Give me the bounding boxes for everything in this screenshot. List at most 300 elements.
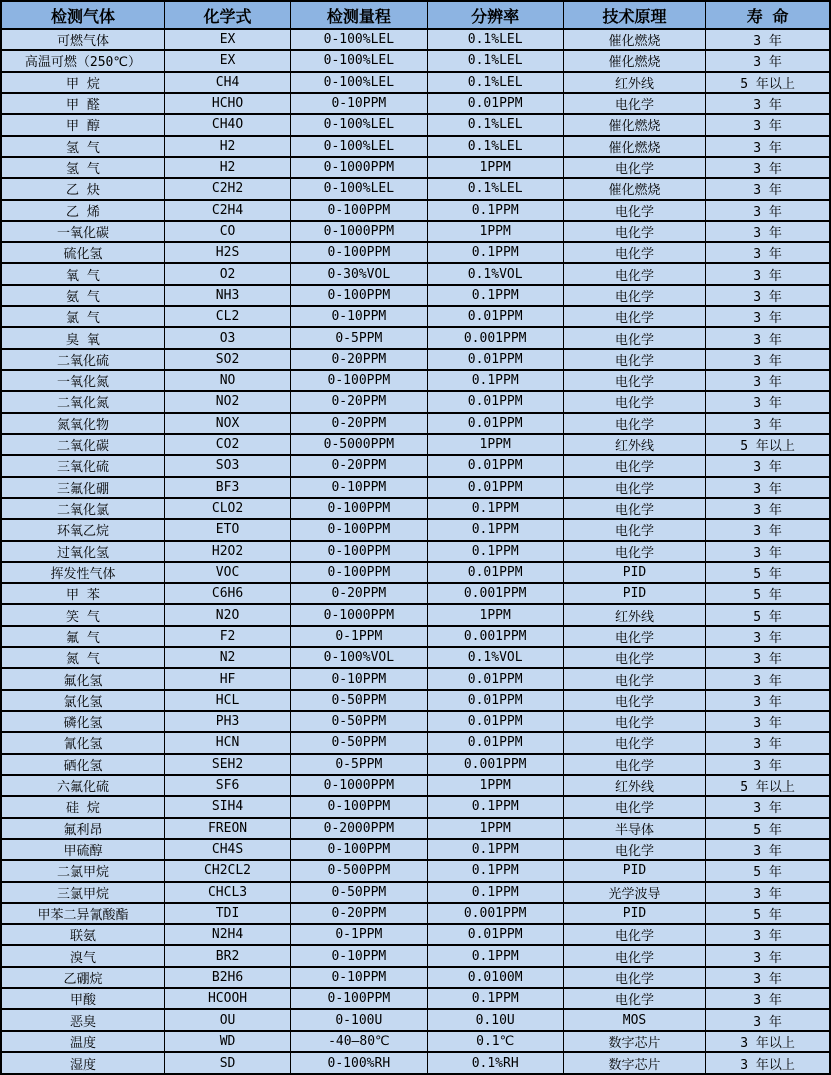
cell-gas-name: 过氧化氢 (1, 541, 164, 562)
cell-principle: PID (563, 583, 705, 604)
cell-gas-name: 氰化氢 (1, 732, 164, 753)
cell-formula: SEH2 (164, 754, 290, 775)
cell-principle: 电化学 (563, 285, 705, 306)
cell-formula: HCHO (164, 93, 290, 114)
cell-principle: 催化燃烧 (563, 50, 705, 71)
table-row (1, 562, 830, 583)
cell-resolution: 0.1PPM (427, 285, 563, 306)
cell-gas-name: 氟利昂 (1, 818, 164, 839)
cell-principle: 电化学 (563, 455, 705, 476)
table-row (1, 796, 830, 817)
column-header-gas: 检测气体 (1, 1, 164, 29)
cell-formula: EX (164, 50, 290, 71)
cell-gas-name: 氨 气 (1, 285, 164, 306)
cell-lifespan: 3 年 (706, 711, 830, 732)
cell-principle: 电化学 (563, 839, 705, 860)
cell-lifespan: 3 年 (706, 967, 830, 988)
cell-gas-name: 三氧化硫 (1, 455, 164, 476)
cell-resolution: 0.1PPM (427, 988, 563, 1009)
table-row (1, 668, 830, 689)
cell-range: 0-100%LEL (291, 29, 427, 50)
cell-principle: 数字芯片 (563, 1031, 705, 1052)
cell-range: 0-1000PPM (291, 157, 427, 178)
cell-lifespan: 3 年 (706, 136, 830, 157)
cell-gas-name: 甲 醛 (1, 93, 164, 114)
cell-lifespan: 3 年 (706, 349, 830, 370)
cell-gas-name: 温度 (1, 1031, 164, 1052)
cell-resolution: 1PPM (427, 221, 563, 242)
cell-principle: 电化学 (563, 391, 705, 412)
table-row (1, 498, 830, 519)
cell-principle: 催化燃烧 (563, 29, 705, 50)
column-header-resolution: 分辨率 (427, 1, 563, 29)
cell-range: 0-100U (291, 1009, 427, 1030)
cell-range: 0-100%RH (291, 1052, 427, 1074)
cell-resolution: 0.001PPM (427, 754, 563, 775)
cell-principle: 电化学 (563, 263, 705, 284)
table-row (1, 477, 830, 498)
cell-formula: BF3 (164, 477, 290, 498)
cell-gas-name: 联氨 (1, 924, 164, 945)
cell-gas-name: 氧 气 (1, 263, 164, 284)
cell-gas-name: 氯 气 (1, 306, 164, 327)
cell-formula: CL2 (164, 306, 290, 327)
cell-range: 0-20PPM (291, 413, 427, 434)
cell-lifespan: 5 年 (706, 903, 830, 924)
cell-gas-name: 笑 气 (1, 604, 164, 625)
cell-resolution: 0.1%LEL (427, 114, 563, 135)
table-row (1, 200, 830, 221)
cell-formula: CLO2 (164, 498, 290, 519)
cell-resolution: 0.01PPM (427, 668, 563, 689)
cell-formula: CHCL3 (164, 882, 290, 903)
cell-gas-name: 二氧化氮 (1, 391, 164, 412)
table-row (1, 647, 830, 668)
cell-formula: WD (164, 1031, 290, 1052)
table-row (1, 924, 830, 945)
cell-lifespan: 5 年 (706, 604, 830, 625)
cell-range: 0-1000PPM (291, 221, 427, 242)
cell-lifespan: 3 年 (706, 50, 830, 71)
cell-gas-name: 甲苯二异氰酸酯 (1, 903, 164, 924)
cell-formula: O2 (164, 263, 290, 284)
cell-principle: 催化燃烧 (563, 136, 705, 157)
cell-lifespan: 3 年 (706, 306, 830, 327)
cell-resolution: 0.1PPM (427, 541, 563, 562)
cell-range: 0-100PPM (291, 242, 427, 263)
cell-resolution: 0.01PPM (427, 93, 563, 114)
cell-lifespan: 3 年 (706, 477, 830, 498)
cell-range: 0-50PPM (291, 732, 427, 753)
cell-gas-name: 乙 炔 (1, 178, 164, 199)
table-row (1, 860, 830, 881)
cell-range: 0-100PPM (291, 519, 427, 540)
cell-principle: 电化学 (563, 349, 705, 370)
cell-gas-name: 硒化氢 (1, 754, 164, 775)
cell-range: 0-10PPM (291, 668, 427, 689)
cell-gas-name: 硫化氢 (1, 242, 164, 263)
cell-formula: H2 (164, 157, 290, 178)
cell-lifespan: 5 年以上 (706, 72, 830, 93)
cell-principle: 电化学 (563, 945, 705, 966)
table-row (1, 1052, 830, 1074)
cell-range: 0-20PPM (291, 455, 427, 476)
cell-gas-name: 乙 烯 (1, 200, 164, 221)
cell-lifespan: 3 年 (706, 498, 830, 519)
cell-formula: SO3 (164, 455, 290, 476)
table-row (1, 988, 830, 1009)
cell-resolution: 0.1PPM (427, 498, 563, 519)
cell-lifespan: 5 年 (706, 818, 830, 839)
cell-resolution: 0.1%LEL (427, 178, 563, 199)
cell-resolution: 0.001PPM (427, 327, 563, 348)
cell-principle: 光学波导 (563, 882, 705, 903)
cell-gas-name: 氟化氢 (1, 668, 164, 689)
cell-principle: 电化学 (563, 732, 705, 753)
cell-range: 0-5PPM (291, 327, 427, 348)
cell-range: 0-1PPM (291, 924, 427, 945)
cell-principle: 红外线 (563, 604, 705, 625)
cell-formula: FREON (164, 818, 290, 839)
cell-range: 0-30%VOL (291, 263, 427, 284)
cell-resolution: 0.1%VOL (427, 647, 563, 668)
cell-gas-name: 二氯甲烷 (1, 860, 164, 881)
cell-formula: SD (164, 1052, 290, 1074)
cell-lifespan: 3 年 (706, 221, 830, 242)
cell-lifespan: 3 年 (706, 93, 830, 114)
cell-resolution: 0.1PPM (427, 242, 563, 263)
cell-principle: 红外线 (563, 775, 705, 796)
cell-gas-name: 挥发性气体 (1, 562, 164, 583)
cell-resolution: 1PPM (427, 818, 563, 839)
cell-formula: F2 (164, 626, 290, 647)
cell-principle: 电化学 (563, 711, 705, 732)
cell-lifespan: 3 年 (706, 924, 830, 945)
cell-range: 0-1PPM (291, 626, 427, 647)
cell-range: 0-10PPM (291, 306, 427, 327)
table-row (1, 1009, 830, 1030)
cell-range: 0-5PPM (291, 754, 427, 775)
cell-gas-name: 环氧乙烷 (1, 519, 164, 540)
cell-range: 0-10PPM (291, 93, 427, 114)
cell-resolution: 0.01PPM (427, 306, 563, 327)
cell-resolution: 0.1%VOL (427, 263, 563, 284)
cell-range: 0-10PPM (291, 945, 427, 966)
cell-principle: 电化学 (563, 754, 705, 775)
cell-formula: CH2CL2 (164, 860, 290, 881)
cell-formula: O3 (164, 327, 290, 348)
cell-formula: SIH4 (164, 796, 290, 817)
cell-gas-name: 甲 醇 (1, 114, 164, 135)
cell-formula: HF (164, 668, 290, 689)
cell-resolution: 0.01PPM (427, 690, 563, 711)
cell-gas-name: 甲酸 (1, 988, 164, 1009)
cell-resolution: 0.1%LEL (427, 136, 563, 157)
cell-resolution: 0.1PPM (427, 945, 563, 966)
cell-gas-name: 三氯甲烷 (1, 882, 164, 903)
cell-gas-name: 甲 烷 (1, 72, 164, 93)
cell-principle: 半导体 (563, 818, 705, 839)
cell-formula: NO2 (164, 391, 290, 412)
cell-principle: 电化学 (563, 668, 705, 689)
cell-lifespan: 3 年 (706, 732, 830, 753)
cell-gas-name: 甲 苯 (1, 583, 164, 604)
table-row (1, 519, 830, 540)
table-row (1, 945, 830, 966)
cell-formula: VOC (164, 562, 290, 583)
table-row (1, 178, 830, 199)
cell-range: 0-50PPM (291, 711, 427, 732)
cell-resolution: 0.001PPM (427, 626, 563, 647)
cell-formula: ETO (164, 519, 290, 540)
cell-principle: 红外线 (563, 72, 705, 93)
cell-lifespan: 3 年 (706, 541, 830, 562)
cell-principle: 电化学 (563, 647, 705, 668)
table-row (1, 50, 830, 71)
cell-lifespan: 3 年 (706, 391, 830, 412)
cell-lifespan: 3 年 (706, 945, 830, 966)
cell-principle: PID (563, 903, 705, 924)
cell-resolution: 0.1PPM (427, 796, 563, 817)
table-row (1, 370, 830, 391)
table-row (1, 1031, 830, 1052)
cell-formula: BR2 (164, 945, 290, 966)
cell-principle: 电化学 (563, 242, 705, 263)
column-header-principle: 技术原理 (563, 1, 705, 29)
cell-resolution: 0.01PPM (427, 732, 563, 753)
cell-formula: H2O2 (164, 541, 290, 562)
cell-principle: 催化燃烧 (563, 114, 705, 135)
cell-range: 0-100PPM (291, 541, 427, 562)
cell-principle: 电化学 (563, 306, 705, 327)
cell-formula: N2 (164, 647, 290, 668)
cell-resolution: 0.1PPM (427, 200, 563, 221)
cell-range: 0-1000PPM (291, 775, 427, 796)
table-row (1, 775, 830, 796)
cell-lifespan: 3 年 (706, 519, 830, 540)
cell-lifespan: 3 年 (706, 327, 830, 348)
cell-resolution: 0.1PPM (427, 370, 563, 391)
cell-range: 0-100PPM (291, 285, 427, 306)
cell-range: 0-100PPM (291, 796, 427, 817)
cell-lifespan: 3 年 (706, 200, 830, 221)
cell-principle: 红外线 (563, 434, 705, 455)
table-row (1, 413, 830, 434)
cell-range: 0-100%LEL (291, 178, 427, 199)
cell-resolution: 1PPM (427, 604, 563, 625)
table-row (1, 221, 830, 242)
cell-gas-name: 氮 气 (1, 647, 164, 668)
cell-lifespan: 5 年 (706, 562, 830, 583)
cell-lifespan: 3 年 (706, 839, 830, 860)
table-row (1, 818, 830, 839)
cell-lifespan: 5 年 (706, 583, 830, 604)
cell-range: 0-5000PPM (291, 434, 427, 455)
cell-lifespan: 3 年 (706, 242, 830, 263)
cell-formula: CH4 (164, 72, 290, 93)
table-row (1, 711, 830, 732)
cell-range: 0-100PPM (291, 200, 427, 221)
table-row (1, 327, 830, 348)
cell-lifespan: 5 年 (706, 860, 830, 881)
cell-formula: HCOOH (164, 988, 290, 1009)
table-row (1, 583, 830, 604)
cell-resolution: 0.0100M (427, 967, 563, 988)
cell-gas-name: 二氧化氯 (1, 498, 164, 519)
cell-lifespan: 3 年 (706, 690, 830, 711)
cell-lifespan: 3 年 (706, 796, 830, 817)
table-row (1, 541, 830, 562)
cell-formula: N2H4 (164, 924, 290, 945)
cell-lifespan: 3 年以上 (706, 1052, 830, 1074)
cell-resolution: 1PPM (427, 434, 563, 455)
cell-gas-name: 三氟化硼 (1, 477, 164, 498)
table-row (1, 967, 830, 988)
cell-formula: H2 (164, 136, 290, 157)
cell-principle: 电化学 (563, 626, 705, 647)
cell-gas-name: 一氧化氮 (1, 370, 164, 391)
cell-range: 0-500PPM (291, 860, 427, 881)
cell-principle: 催化燃烧 (563, 178, 705, 199)
cell-resolution: 0.01PPM (427, 455, 563, 476)
cell-lifespan: 3 年 (706, 626, 830, 647)
table-row (1, 604, 830, 625)
cell-principle: 电化学 (563, 498, 705, 519)
cell-principle: MOS (563, 1009, 705, 1030)
table-body (1, 29, 830, 1074)
cell-range: 0-10PPM (291, 477, 427, 498)
cell-formula: CH4O (164, 114, 290, 135)
cell-principle: 数字芯片 (563, 1052, 705, 1074)
cell-resolution: 0.01PPM (427, 924, 563, 945)
cell-resolution: 0.01PPM (427, 349, 563, 370)
cell-formula: H2S (164, 242, 290, 263)
table-row (1, 93, 830, 114)
cell-lifespan: 3 年 (706, 754, 830, 775)
cell-lifespan: 3 年以上 (706, 1031, 830, 1052)
table-row (1, 839, 830, 860)
cell-principle: 电化学 (563, 796, 705, 817)
cell-formula: NOX (164, 413, 290, 434)
cell-principle: 电化学 (563, 370, 705, 391)
table-row (1, 157, 830, 178)
cell-resolution: 0.1%RH (427, 1052, 563, 1074)
cell-range: 0-100PPM (291, 370, 427, 391)
cell-gas-name: 高温可燃（250℃） (1, 50, 164, 71)
cell-gas-name: 一氧化碳 (1, 221, 164, 242)
cell-range: 0-1000PPM (291, 604, 427, 625)
cell-range: 0-2000PPM (291, 818, 427, 839)
cell-resolution: 0.001PPM (427, 903, 563, 924)
cell-formula: CH4S (164, 839, 290, 860)
cell-gas-name: 溴气 (1, 945, 164, 966)
header-row (1, 1, 830, 29)
cell-principle: 电化学 (563, 200, 705, 221)
cell-gas-name: 氟 气 (1, 626, 164, 647)
cell-lifespan: 3 年 (706, 370, 830, 391)
cell-lifespan: 3 年 (706, 285, 830, 306)
table-row (1, 626, 830, 647)
cell-lifespan: 3 年 (706, 157, 830, 178)
cell-formula: CO (164, 221, 290, 242)
cell-principle: 电化学 (563, 924, 705, 945)
cell-gas-name: 六氟化硫 (1, 775, 164, 796)
cell-resolution: 1PPM (427, 775, 563, 796)
cell-range: 0-20PPM (291, 391, 427, 412)
cell-lifespan: 3 年 (706, 29, 830, 50)
table-row (1, 349, 830, 370)
cell-lifespan: 3 年 (706, 1009, 830, 1030)
cell-range: -40—80℃ (291, 1031, 427, 1052)
cell-formula: C2H2 (164, 178, 290, 199)
cell-principle: 电化学 (563, 477, 705, 498)
cell-gas-name: 恶臭 (1, 1009, 164, 1030)
cell-lifespan: 3 年 (706, 668, 830, 689)
table-row (1, 391, 830, 412)
cell-principle: 电化学 (563, 221, 705, 242)
cell-gas-name: 氢 气 (1, 136, 164, 157)
cell-gas-name: 氯化氢 (1, 690, 164, 711)
cell-resolution: 0.1PPM (427, 519, 563, 540)
cell-formula: HCL (164, 690, 290, 711)
cell-formula: EX (164, 29, 290, 50)
table-row (1, 882, 830, 903)
cell-gas-name: 湿度 (1, 1052, 164, 1074)
cell-gas-name: 硅 烷 (1, 796, 164, 817)
cell-range: 0-100PPM (291, 988, 427, 1009)
cell-formula: B2H6 (164, 967, 290, 988)
cell-resolution: 0.01PPM (427, 413, 563, 434)
cell-gas-name: 氢 气 (1, 157, 164, 178)
cell-lifespan: 3 年 (706, 882, 830, 903)
cell-resolution: 0.1%LEL (427, 29, 563, 50)
table-row (1, 690, 830, 711)
cell-lifespan: 3 年 (706, 455, 830, 476)
column-header-formula: 化学式 (164, 1, 290, 29)
cell-resolution: 0.1PPM (427, 882, 563, 903)
table-row (1, 29, 830, 50)
cell-principle: PID (563, 860, 705, 881)
cell-lifespan: 3 年 (706, 263, 830, 284)
cell-gas-name: 臭 氧 (1, 327, 164, 348)
cell-formula: SF6 (164, 775, 290, 796)
table-row (1, 72, 830, 93)
cell-principle: 电化学 (563, 413, 705, 434)
cell-principle: 电化学 (563, 519, 705, 540)
cell-resolution: 0.1%LEL (427, 72, 563, 93)
table-row (1, 306, 830, 327)
cell-resolution: 0.01PPM (427, 391, 563, 412)
cell-gas-name: 可燃气体 (1, 29, 164, 50)
cell-range: 0-50PPM (291, 882, 427, 903)
cell-resolution: 0.1PPM (427, 839, 563, 860)
cell-principle: 电化学 (563, 967, 705, 988)
table-row (1, 754, 830, 775)
cell-gas-name: 乙硼烷 (1, 967, 164, 988)
cell-gas-name: 磷化氢 (1, 711, 164, 732)
cell-resolution: 0.01PPM (427, 711, 563, 732)
cell-range: 0-100%VOL (291, 647, 427, 668)
cell-lifespan: 5 年以上 (706, 775, 830, 796)
table-row (1, 903, 830, 924)
cell-range: 0-100%LEL (291, 50, 427, 71)
table-row (1, 242, 830, 263)
cell-formula: CO2 (164, 434, 290, 455)
cell-resolution: 0.001PPM (427, 583, 563, 604)
cell-formula: N2O (164, 604, 290, 625)
cell-resolution: 0.01PPM (427, 562, 563, 583)
column-header-range: 检测量程 (291, 1, 427, 29)
